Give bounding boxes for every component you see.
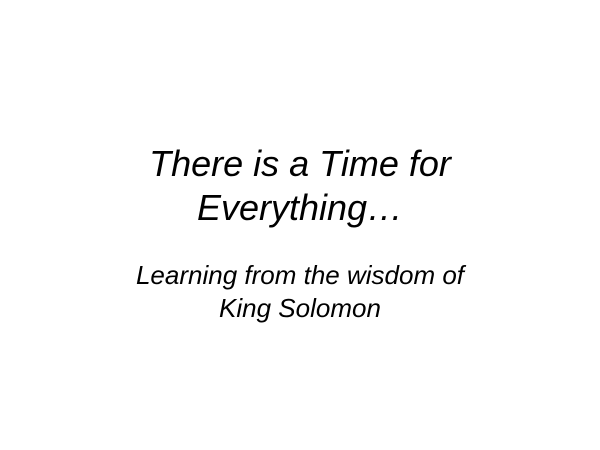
slide-title <box>0 142 600 230</box>
title-line-2: Everything… <box>196 187 404 228</box>
subtitle-line-1: Learning from the wisdom of <box>135 260 465 290</box>
slide-subtitle <box>0 259 600 325</box>
subtitle-line-2: King Solomon <box>219 293 381 323</box>
title-line-1: There is a Time for <box>149 143 451 184</box>
